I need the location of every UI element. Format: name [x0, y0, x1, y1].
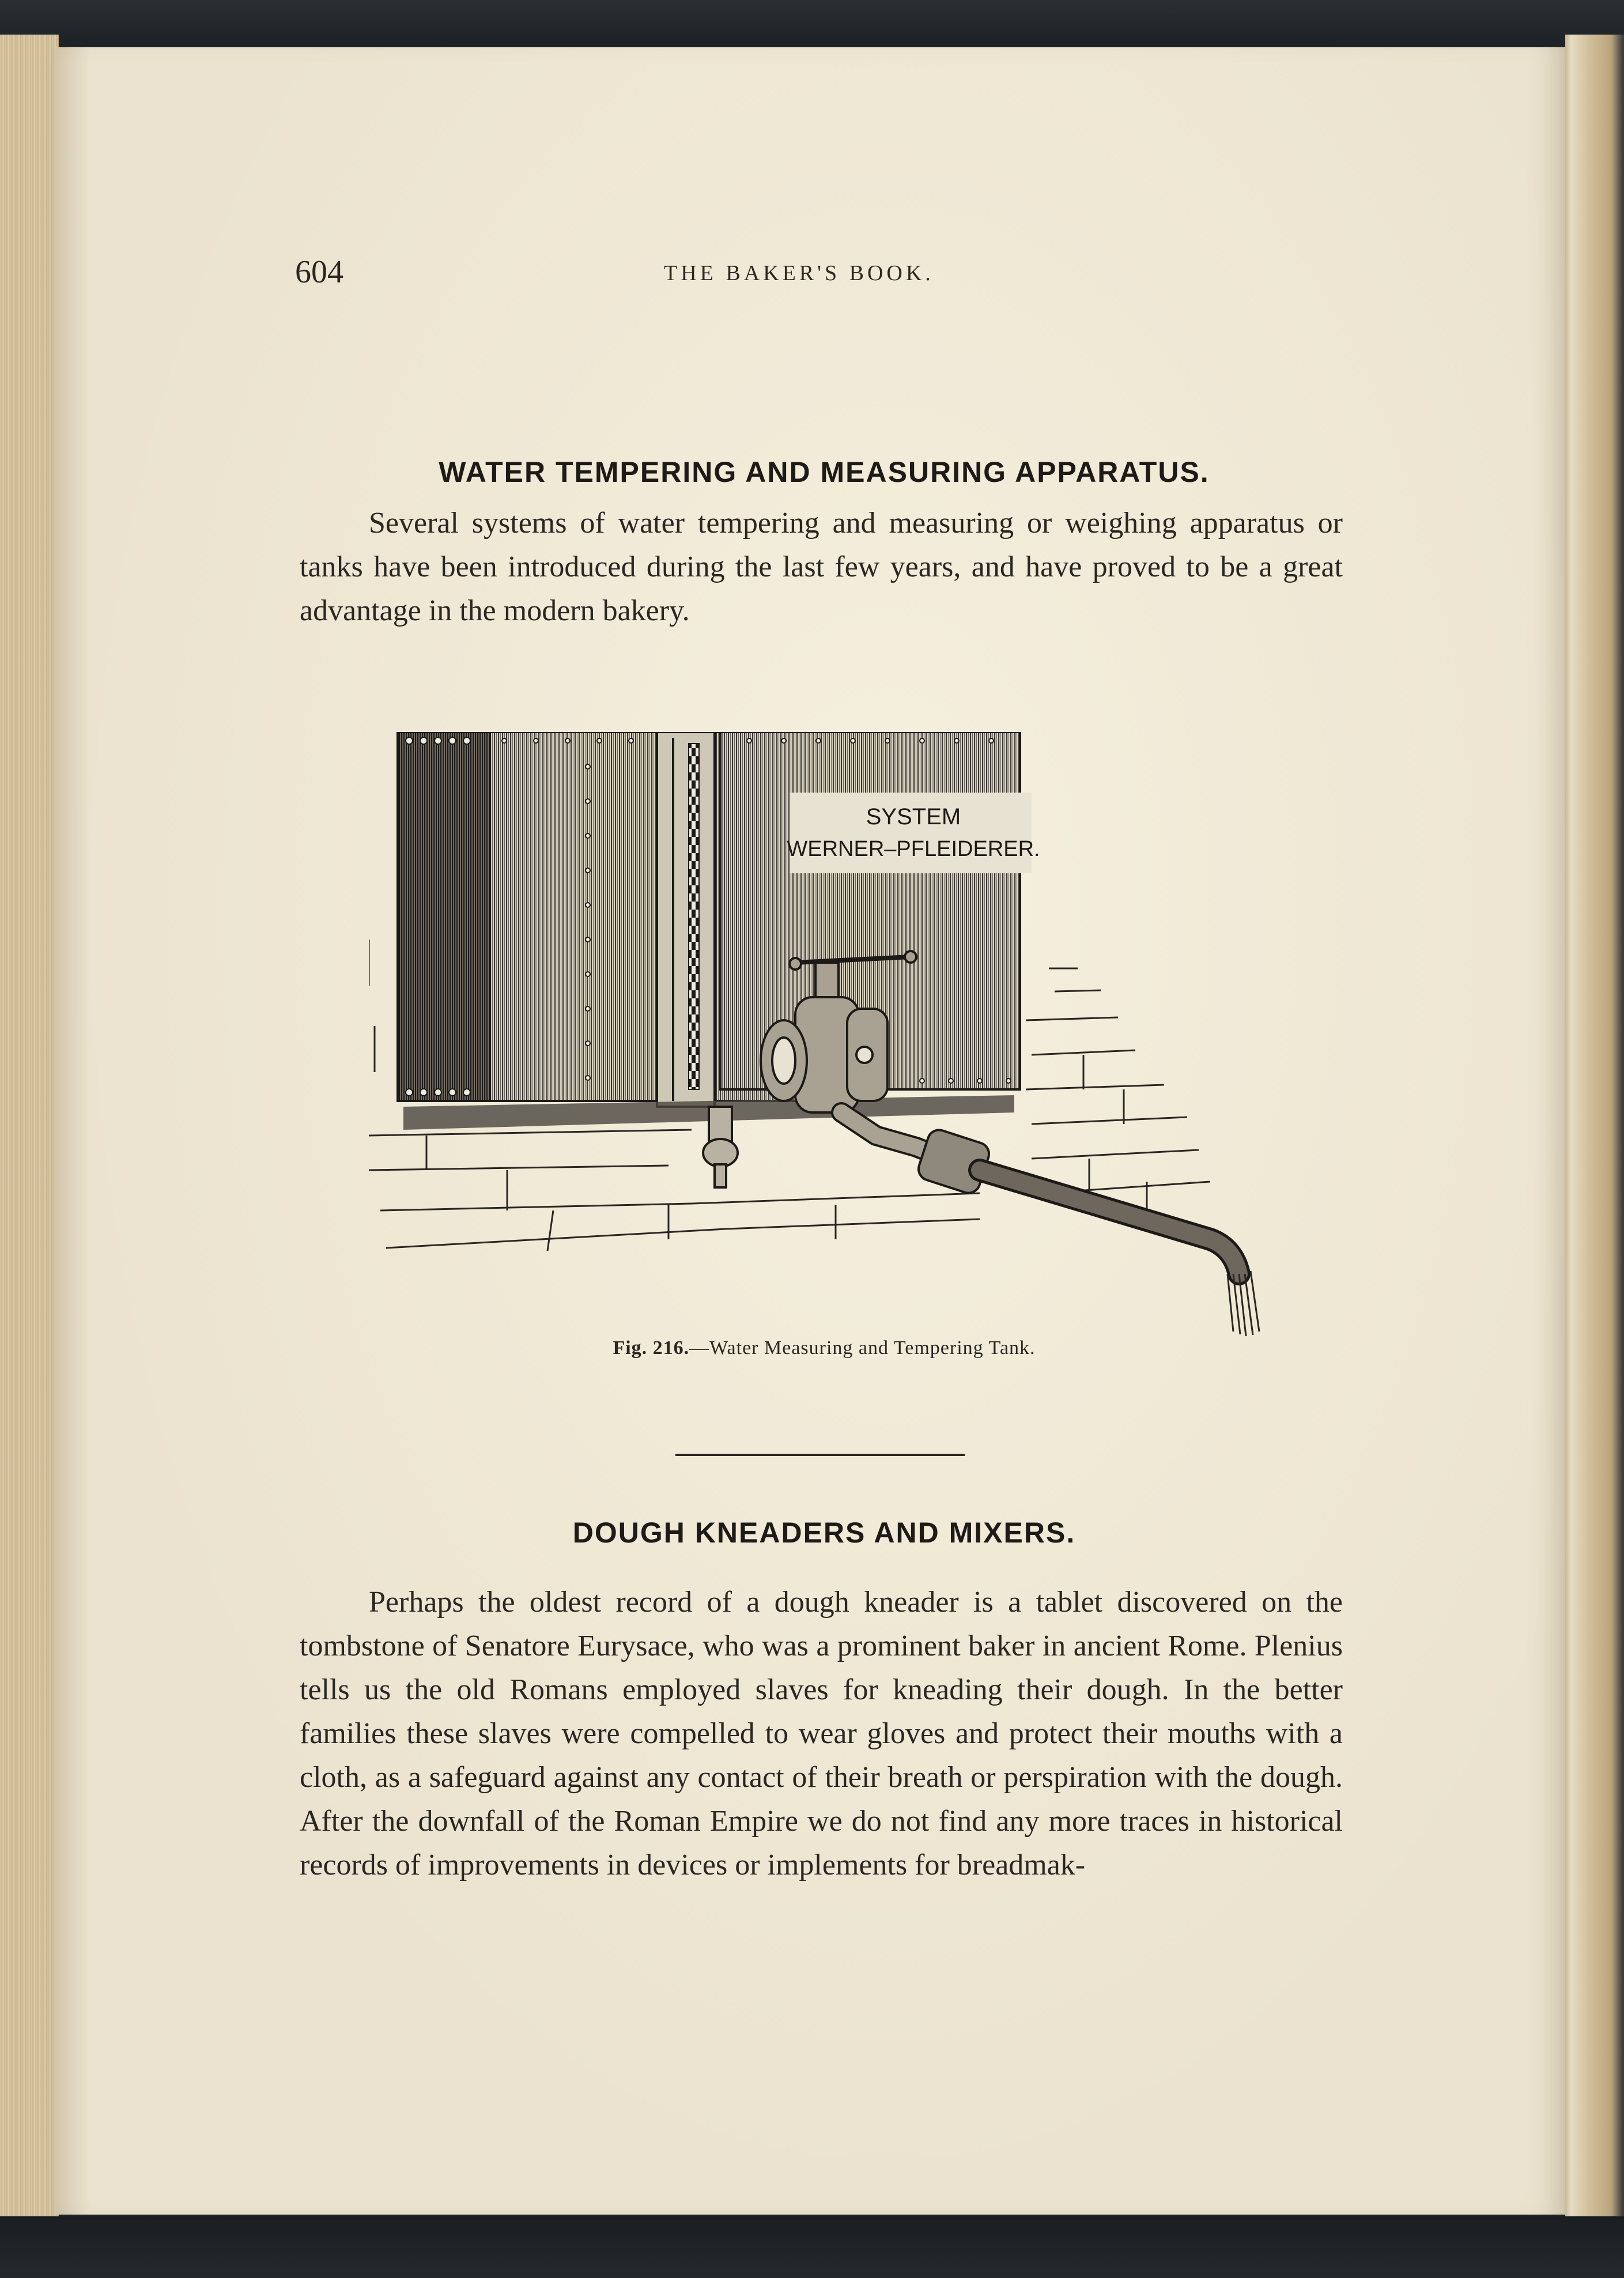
water-tank-illustration — [369, 732, 1291, 1343]
book-cover-bottom — [0, 2216, 1624, 2278]
section-heading-water-tempering: WATER TEMPERING AND MEASURING APPARATUS. — [439, 456, 1210, 488]
page-stack-edges — [0, 35, 59, 2219]
level-gauge-frame — [657, 732, 715, 1107]
figure-caption-text: —Water Measuring and Tempering Tank. — [689, 1337, 1036, 1359]
figure-water-tank — [369, 732, 1291, 1343]
tank-label-line2: WERNER–PFLEIDERER. — [787, 837, 1040, 861]
tank-label-line1: SYSTEM — [866, 804, 961, 829]
section-heading-dough-kneaders: DOUGH KNEADERS AND MIXERS. — [572, 1517, 1076, 1549]
section-divider-rule — [675, 1454, 965, 1456]
book-title: THE BAKER'S BOOK. — [664, 261, 934, 285]
paragraph-dough-kneaders: Perhaps the oldest record of a dough kneader is a tablet discovered on the tombstone of Senatore Eurysace, who was a prominent baker in ancient Rome. Plenius tells us the old Romans employed slaves for kneading their dough. In the better families these slaves were compelled to wear gloves and protect their mouths with a cloth, as a safeguard against any contact of their breath or perspiration with the dough. After the downfall of the Roman Empire we do not find any more traces in historical records of improvements in devices or implements for breadmak- — [300, 1586, 1343, 1881]
page-number: 604 — [295, 254, 343, 290]
drain-cock — [703, 1107, 738, 1187]
paragraph-water-tempering: Several systems of water tempering and measuring or weighing apparatus or tanks have been introduced during the last few years, and have proved to be a great advantage in the modern bakery. — [300, 507, 1343, 627]
running-head — [295, 254, 1378, 294]
outlet-pipe — [841, 1112, 1239, 1274]
figure-caption — [288, 1337, 1360, 1359]
tank-end-panel — [398, 732, 490, 1101]
figure-number: Fig. 216. — [613, 1337, 690, 1359]
level-gauge-scale — [689, 744, 699, 1089]
book-cover-top — [0, 0, 1624, 52]
book-binding-edge — [1565, 35, 1624, 2219]
